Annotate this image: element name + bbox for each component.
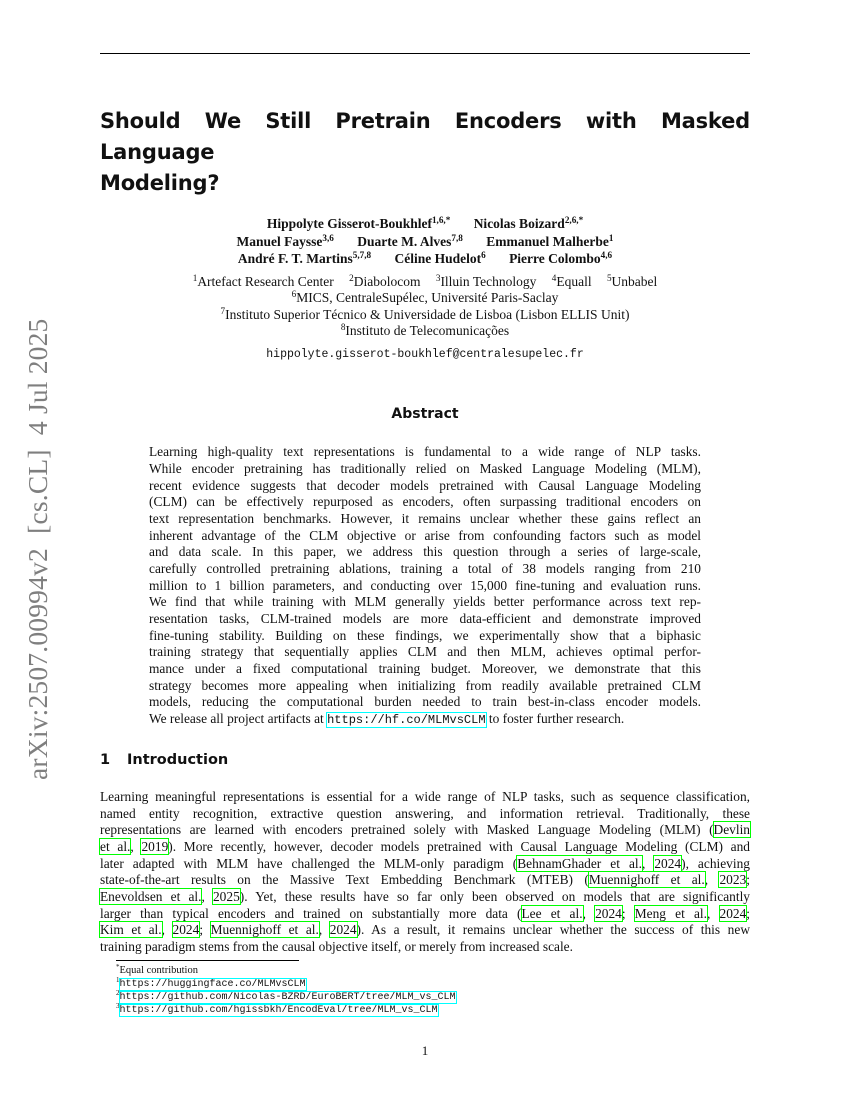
arxiv-identifier[interactable]: arXiv:2507.00994v2 [cs.CL] 4 Jul 2025 [22, 318, 53, 780]
abstract-line: resentation tasks, CLM-trained models are more data-efficient and demonstrate improved [149, 611, 701, 626]
paper-title [100, 106, 750, 199]
abstract-line: While encoder pretraining has traditionally relied on Masked Language Modeling (MLM), [149, 461, 701, 476]
abstract-line: text representation benchmarks. However, it remains unclear whether these gains reflect an [149, 511, 701, 526]
affiliation: $^5$Unbabel [606, 272, 658, 289]
citation-link[interactable]: Muennighoff et al. [210, 922, 319, 937]
citation-link[interactable]: et al. [100, 839, 131, 854]
author: Manuel Faysse$^{3,6}$ [236, 232, 334, 249]
abstract-line: We release all project artifacts at https://hf.co/MLMvsCLM to foster further research. [149, 711, 625, 727]
citation-link[interactable]: Muennighoff et al. [588, 872, 705, 887]
author: Pierre Colombo$^{4,6}$ [509, 249, 613, 266]
footnote-link[interactable]: https://github.com/hgissbkh/EncodEval/tree/MLM_vs_CLM [119, 1005, 438, 1016]
affiliation: $^6$MICS, CentraleSupélec, Université Paris-Saclay [291, 288, 559, 305]
author: Emmanuel Malherbe$^1$ [486, 232, 614, 249]
intro-line: Kim et al., 2024; Muennighoff et al., 2024). As a result, it remains unclear whether the success of this new [100, 922, 750, 937]
affiliation: $^3$Illuin Technology [435, 272, 537, 289]
abstract-line: mance under a fixed computational training budget. Moreover, we demonstrate that this [149, 661, 701, 676]
footnote: $^3$https://github.com/hgissbkh/EncodEval/tree/MLM_vs_CLM [116, 1002, 438, 1016]
abstract-line: million to 1 billion parameters, and conducting over 15,000 fine-tuning and evaluation runs. [149, 578, 701, 593]
abstract-line: inherent advantage of the CLM objective or arise from confounding factors such as model [149, 528, 701, 543]
citation-link[interactable]: Devlin [713, 822, 750, 837]
abstract-line: strategy becomes more appealing when initializing from readily available pretrained CLM [149, 678, 701, 693]
title-line-1: Should We Still Pretrain Encoders with Masked Language [100, 109, 750, 164]
intro-line: larger than typical encoders and trained on substantially more data (Lee et al., 2024; Meng et al., 2024; [100, 906, 751, 921]
intro-line: Enevoldsen et al., 2025). Yet, these results have so far only been observed on models that are significantly [100, 889, 750, 904]
affiliation: $^8$Instituto de Telecomunicações [340, 321, 510, 338]
abstract-line: training strategy that sequentially applies CLM and then MLM, achieves optimal perfor- [149, 644, 701, 659]
section-number: 1 [100, 752, 111, 768]
author: Hippolyte Gisserot-Boukhlef$^{1,6,*}$ [266, 214, 451, 231]
intro-line: named entity recognition, extractive question answering, and information retrieval. Traditionally, these [100, 806, 750, 821]
affiliation: $^1$Artefact Research Center [192, 272, 334, 289]
contact-email: hippolyte.gisserot-boukhlef@centralesupelec.fr [266, 348, 584, 361]
abstract-line: models, reducing the computational burden needed to train best-in-class encoder models. [149, 694, 701, 709]
citation-link[interactable]: BehnamGhader et al. [517, 856, 642, 871]
citation-link[interactable]: Enevoldsen et al. [100, 889, 202, 904]
abstract-line: and data scale. In this paper, we address this question through a series of large-scale, [149, 544, 701, 559]
abstract-line: recent evidence suggests that decoder models pretrained with Causal Language Modeling [149, 478, 701, 493]
affiliation: $^2$Diabolocom [349, 272, 421, 289]
affiliation-line-2 [100, 290, 750, 306]
citation-link[interactable]: 2025 [212, 889, 240, 904]
author-line-2 [100, 234, 750, 250]
top-rule [100, 53, 750, 54]
abstract-line: (CLM) can be effectively repurposed as encoders, often surpassing traditional encoders on [149, 494, 701, 509]
intro-line: Learning meaningful representations is essential for a wide range of NLP tasks, such as sequence classification, [100, 789, 750, 804]
affiliation-line-4 [100, 323, 750, 339]
page-number: 1 [421, 1043, 429, 1058]
section-heading [100, 752, 228, 768]
author: Céline Hudelot$^6$ [394, 249, 486, 266]
abstract-heading: Abstract [391, 406, 459, 422]
footnote-rule [116, 960, 299, 961]
citation-link[interactable]: Kim et al. [100, 922, 162, 937]
abstract-line: carefully controlled pretraining ablations, training a total of 38 models ranging from 210 [149, 561, 701, 576]
affiliation-line-3 [100, 307, 750, 323]
affiliation: $^4$Equall [551, 272, 592, 289]
author-line-3 [100, 251, 750, 267]
citation-link[interactable]: 2024 [329, 922, 357, 937]
section-title: Introduction [127, 752, 229, 768]
abstract-line: Learning high-quality text representations is fundamental to a wide range of NLP tasks. [149, 444, 701, 459]
citation-link[interactable]: Lee et al. [521, 906, 583, 921]
citation-link[interactable]: 2024 [172, 922, 200, 937]
intro-line: training paradigm stems from the causal objective itself, or merely from increased scale. [100, 939, 573, 954]
footnote: $^2$https://github.com/Nicolas-BZRD/EuroBERT/tree/MLM_vs_CLM [116, 989, 456, 1003]
footnote-link[interactable]: https://huggingface.co/MLMvsCLM [119, 979, 306, 990]
intro-line: representations are learned with encoders pretrained solely with Masked Language Modeling (MLM) (Devlin [100, 822, 750, 837]
footnote-link[interactable]: https://github.com/Nicolas-BZRD/EuroBERT/tree/MLM_vs_CLM [119, 992, 456, 1003]
citation-link[interactable]: 2023 [719, 872, 747, 887]
citation-link[interactable]: 2024 [595, 906, 622, 921]
intro-line: state-of-the-art results on the Massive Text Embedding Benchmark (MTEB) (Muennighoff et al., 2023; [100, 872, 750, 887]
intro-line: et al., 2019). More recently, however, decoder models pretrained with Causal Language Modeling (CLM) and [100, 839, 750, 854]
citation-link[interactable]: 2024 [654, 856, 682, 871]
citation-link[interactable]: 2019 [141, 839, 169, 854]
title-line-2: Modeling? [100, 171, 220, 195]
author: Nicolas Boizard$^{2,6,*}$ [473, 214, 584, 231]
citation-link[interactable]: Meng et al. [634, 906, 707, 921]
abstract-line: We find that while training with MLM generally yields better performance across text rep- [149, 594, 701, 609]
footnote: *Equal contribution [116, 963, 198, 976]
project-artifacts-link[interactable]: https://hf.co/MLMvsCLM [327, 713, 486, 727]
author: Duarte M. Alves$^{7,8}$ [357, 232, 463, 249]
intro-line: later adapted with MLM have challenged the MLM-only paradigm (BehnamGhader et al., 2024), achieving [100, 856, 750, 871]
affiliation: $^7$Instituto Superior Técnico & Universidade de Lisboa (Lisbon ELLIS Unit) [220, 305, 630, 322]
author: André F. T. Martins$^{5,7,8}$ [237, 249, 372, 266]
affiliation-line-1 [100, 274, 750, 290]
citation-link[interactable]: 2024 [719, 906, 747, 921]
footnote: $^1$https://huggingface.co/MLMvsCLM [116, 976, 306, 990]
abstract-line: fine-tuning stability. Building on these findings, we experimentally show that a biphasic [149, 628, 701, 643]
author-line-1 [100, 216, 750, 232]
